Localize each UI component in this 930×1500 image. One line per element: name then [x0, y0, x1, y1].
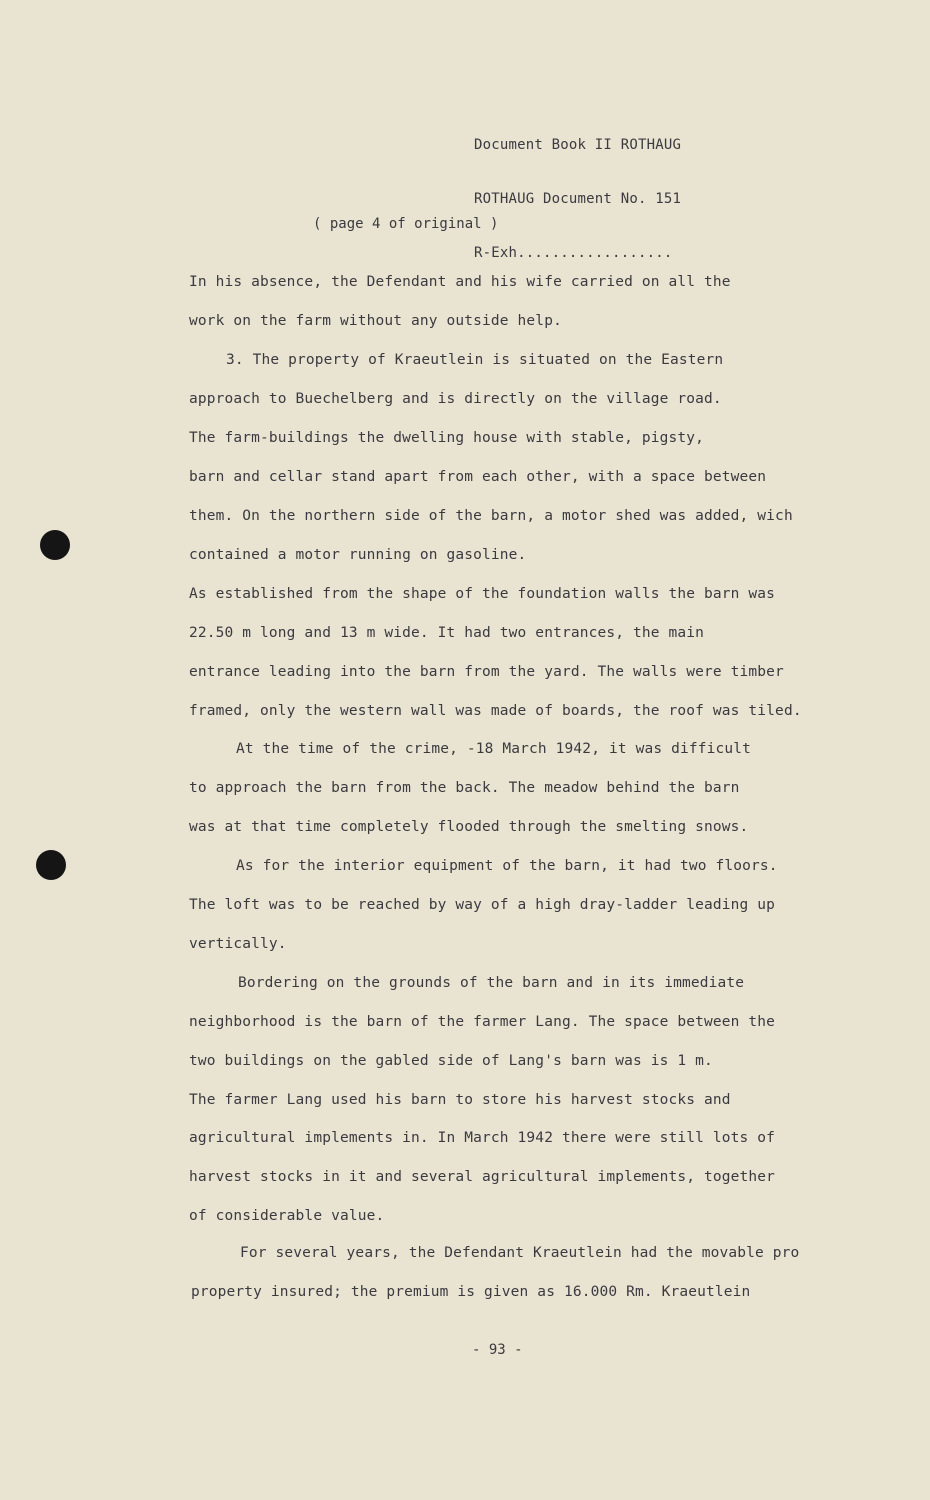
- document-header: [474, 100, 681, 298]
- body-line: The farm-buildings the dwelling house with stable, pigsty,: [189, 430, 705, 446]
- body-line: 3. The property of Kraeutlein is situated on the Eastern: [226, 352, 724, 368]
- body-line: Bordering on the grounds of the barn and in its immediate: [238, 975, 745, 991]
- body-line: The farmer Lang used his barn to store his harvest stocks and: [189, 1092, 731, 1108]
- body-line: entrance leading into the barn from the yard. The walls were timber: [189, 664, 784, 680]
- body-line: was at that time completely flooded through the smelting snows.: [189, 819, 749, 835]
- body-line: The loft was to be reached by way of a high dray-ladder leading up: [189, 897, 776, 913]
- body-line: of considerable value.: [189, 1208, 385, 1224]
- body-line: In his absence, the Defendant and his wife carried on all the: [189, 274, 731, 290]
- body-line: harvest stocks in it and several agricultural implements, together: [189, 1169, 776, 1185]
- body-line: barn and cellar stand apart from each other, with a space between: [189, 469, 767, 485]
- punch-hole-lower: [36, 850, 66, 880]
- body-line: approach to Buechelberg and is directly on the village road.: [189, 391, 722, 407]
- body-line: to approach the barn from the back. The meadow behind the barn: [189, 780, 740, 796]
- punch-hole-upper: [40, 530, 70, 560]
- body-line: work on the farm without any outside help.: [189, 313, 562, 329]
- body-line: them. On the northern side of the barn, a motor shed was added, wich: [189, 508, 793, 524]
- header-exhibit-line: R-Exh..................: [474, 245, 673, 261]
- original-page-reference: ( page 4 of original ): [313, 216, 499, 232]
- header-document-number: ROTHAUG Document No. 151: [474, 191, 682, 207]
- body-line: At the time of the crime, -18 March 1942, it was difficult: [236, 741, 752, 757]
- body-line: framed, only the western wall was made of boards, the roof was tiled.: [189, 703, 802, 719]
- body-line: As for the interior equipment of the barn, it had two floors.: [236, 858, 778, 874]
- header-book-line: Document Book II ROTHAUG: [474, 137, 682, 153]
- body-line: contained a motor running on gasoline.: [189, 547, 527, 563]
- body-line: two buildings on the gabled side of Lang's barn was is 1 m.: [189, 1053, 713, 1069]
- body-line: agricultural implements in. In March 1942 there were still lots of: [189, 1130, 776, 1146]
- body-line: neighborhood is the barn of the farmer Lang. The space between the: [189, 1014, 776, 1030]
- body-line: 22.50 m long and 13 m wide. It had two entrances, the main: [189, 625, 705, 641]
- page-number: - 93 -: [472, 1342, 523, 1358]
- body-line: vertically.: [189, 936, 287, 952]
- body-line: property insured; the premium is given as 16.000 Rm. Kraeutlein: [191, 1284, 751, 1300]
- body-line: As established from the shape of the foundation walls the barn was: [189, 586, 776, 602]
- body-line: For several years, the Defendant Kraeutlein had the movable pro: [240, 1245, 800, 1261]
